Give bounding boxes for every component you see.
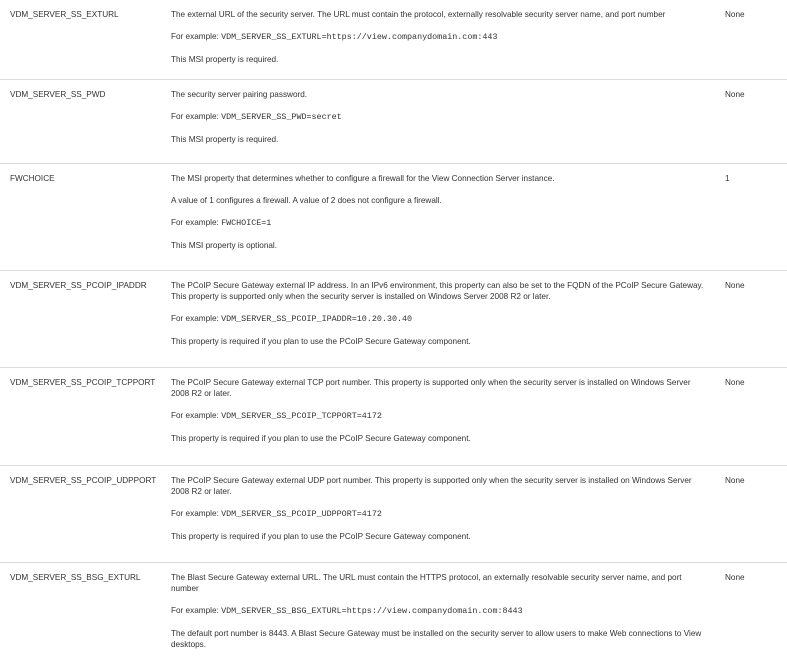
default-value: None [725,90,745,99]
example-line [171,111,708,123]
description-text: The PCoIP Secure Gateway external UDP port number. This property is supported only when the security server is installed on Windows Server 2008 R2 or later. [171,476,692,496]
property-description [160,89,714,163]
property-name: VDM_SERVER_SS_BSG_EXTURL [10,573,141,582]
example-prefix: For example: [171,314,222,323]
description-text: A value of 1 configures a firewall. A value of 2 does not configure a firewall. [171,196,442,205]
example-line [171,605,708,617]
default-value: None [725,378,745,387]
example-line [171,31,708,43]
example-code: VDM_SERVER_SS_EXTURL=https://view.companydomain.com:443 [221,32,498,42]
example-prefix: For example: [171,112,222,121]
example-prefix: For example: [171,32,222,41]
table-row [0,465,787,562]
requirement-text: This MSI property is required. [171,55,279,64]
example-code: VDM_SERVER_SS_PCOIP_UDPPORT=4172 [221,509,382,519]
description-text: The PCoIP Secure Gateway external TCP port number. This property is supported only when the security server is installed on Windows Server 2008 R2 or later. [171,378,691,398]
example-code: VDM_SERVER_SS_PCOIP_IPADDR=10.20.30.40 [221,314,413,324]
property-description [160,280,714,367]
default-value: None [725,281,745,290]
description-text: The external URL of the security server. The URL must contain the protocol, externally resolvable security server name, and port number [171,10,666,19]
example-code: FWCHOICE=1 [221,218,272,228]
default-value: None [725,10,745,19]
table-row [0,562,787,662]
property-name: VDM_SERVER_SS_EXTURL [10,10,119,19]
table-row [0,270,787,367]
example-prefix: For example: [171,218,222,227]
description-text: The PCoIP Secure Gateway external IP address. In an IPv6 environment, this property can also be set to the FQDN of the PCoIP Secure Gateway. This property is supported only when the security server is installed on Windows Server 2008 R2 or later. [171,281,704,301]
property-description [160,377,714,465]
example-line [171,508,708,520]
example-line [171,410,708,422]
table-row [0,79,787,163]
example-prefix: For example: [171,411,222,420]
table-row [0,0,787,79]
requirement-text: The default port number is 8443. A Blast Secure Gateway must be installed on the security server to allow users to make Web connections to View desktops. [171,629,702,649]
example-code: VDM_SERVER_SS_BSG_EXTURL=https://view.companydomain.com:8443 [221,606,523,616]
property-description [160,572,714,662]
default-value: 1 [725,174,730,183]
example-prefix: For example: [171,509,222,518]
example-code: VDM_SERVER_SS_PWD=secret [221,112,342,122]
example-prefix: For example: [171,606,222,615]
example-line [171,313,708,325]
example-line [171,217,708,229]
default-value: None [725,573,745,582]
requirement-text: This property is required if you plan to use the PCoIP Secure Gateway component. [171,337,471,346]
table-row [0,367,787,465]
property-name: VDM_SERVER_SS_PCOIP_TCPPORT [10,378,156,387]
default-value: None [725,476,745,485]
description-text: The MSI property that determines whether to configure a firewall for the View Connection Server instance. [171,174,555,183]
property-name: FWCHOICE [10,174,55,183]
requirement-text: This property is required if you plan to use the PCoIP Secure Gateway component. [171,434,471,443]
description-text: The Blast Secure Gateway external URL. The URL must contain the HTTPS protocol, an externally resolvable security server name, and port number [171,573,682,593]
property-description [160,173,714,270]
property-name: VDM_SERVER_SS_PCOIP_IPADDR [10,281,147,290]
description-text: The security server pairing password. [171,90,308,99]
property-description [160,475,714,562]
table-row [0,163,787,270]
requirement-text: This property is required if you plan to use the PCoIP Secure Gateway component. [171,532,471,541]
property-name: VDM_SERVER_SS_PCOIP_UDPPORT [10,476,157,485]
requirement-text: This MSI property is optional. [171,241,278,250]
requirement-text: This MSI property is required. [171,135,279,144]
property-description [160,9,714,79]
example-code: VDM_SERVER_SS_PCOIP_TCPPORT=4172 [221,411,382,421]
property-name: VDM_SERVER_SS_PWD [10,90,106,99]
